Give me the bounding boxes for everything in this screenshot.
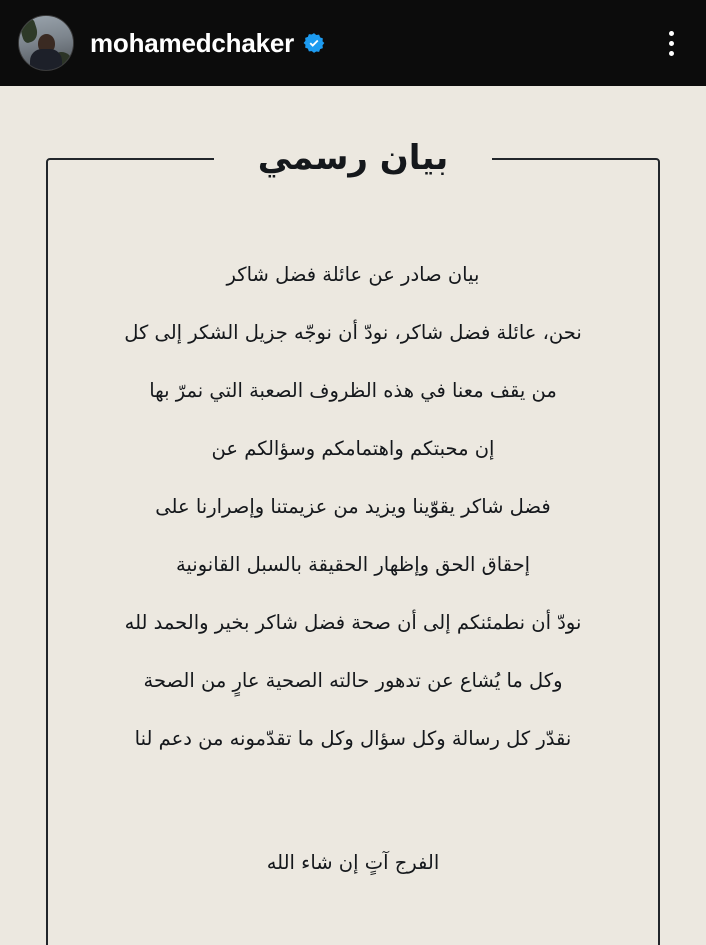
statement-spacer: [60, 768, 646, 808]
statement-card: [0, 86, 706, 945]
username-container[interactable]: [90, 30, 325, 56]
verified-badge-icon: [303, 32, 325, 54]
statement-line: بيان صادر عن عائلة فضل شاكر: [226, 263, 480, 286]
statement-line: فضل شاكر يقوّينا ويزيد من عزيمتنا وإصرارنا على: [155, 495, 551, 518]
statement-body: [60, 246, 646, 892]
statement-line: نودّ أن نطمئنكم إلى أن صحة فضل شاكر بخير والحمد لله: [124, 611, 582, 634]
username-label: mohamedchaker: [90, 28, 295, 58]
statement-line: إن محبتكم واهتمامكم وسؤالكم عن: [211, 437, 495, 460]
statement-title: بيان رسمي: [257, 138, 449, 178]
dot-2: [669, 41, 674, 46]
more-options-icon[interactable]: [658, 26, 684, 60]
avatar-person-body: [30, 49, 62, 71]
statement-closing: الفرج آتٍ إن شاء الله: [266, 851, 440, 874]
statement-line: نقدّر كل رسالة وكل سؤال وكل ما تقدّمونه من دعم لنا: [134, 727, 572, 750]
statement-line: إحقاق الحق وإظهار الحقيقة بالسبل القانونية: [175, 553, 531, 576]
dot-1: [669, 31, 674, 36]
statement-line: من يقف معنا في هذه الظروف الصعبة التي نمرّ بها: [149, 379, 557, 402]
dot-3: [669, 51, 674, 56]
top-bar: [0, 0, 706, 86]
avatar[interactable]: [18, 15, 74, 71]
statement-line: وكل ما يُشاع عن تدهور حالته الصحية عارٍ من الصحة: [143, 669, 563, 692]
statement-line: نحن، عائلة فضل شاكر، نودّ أن نوجّه جزيل الشكر إلى كل: [124, 321, 582, 344]
